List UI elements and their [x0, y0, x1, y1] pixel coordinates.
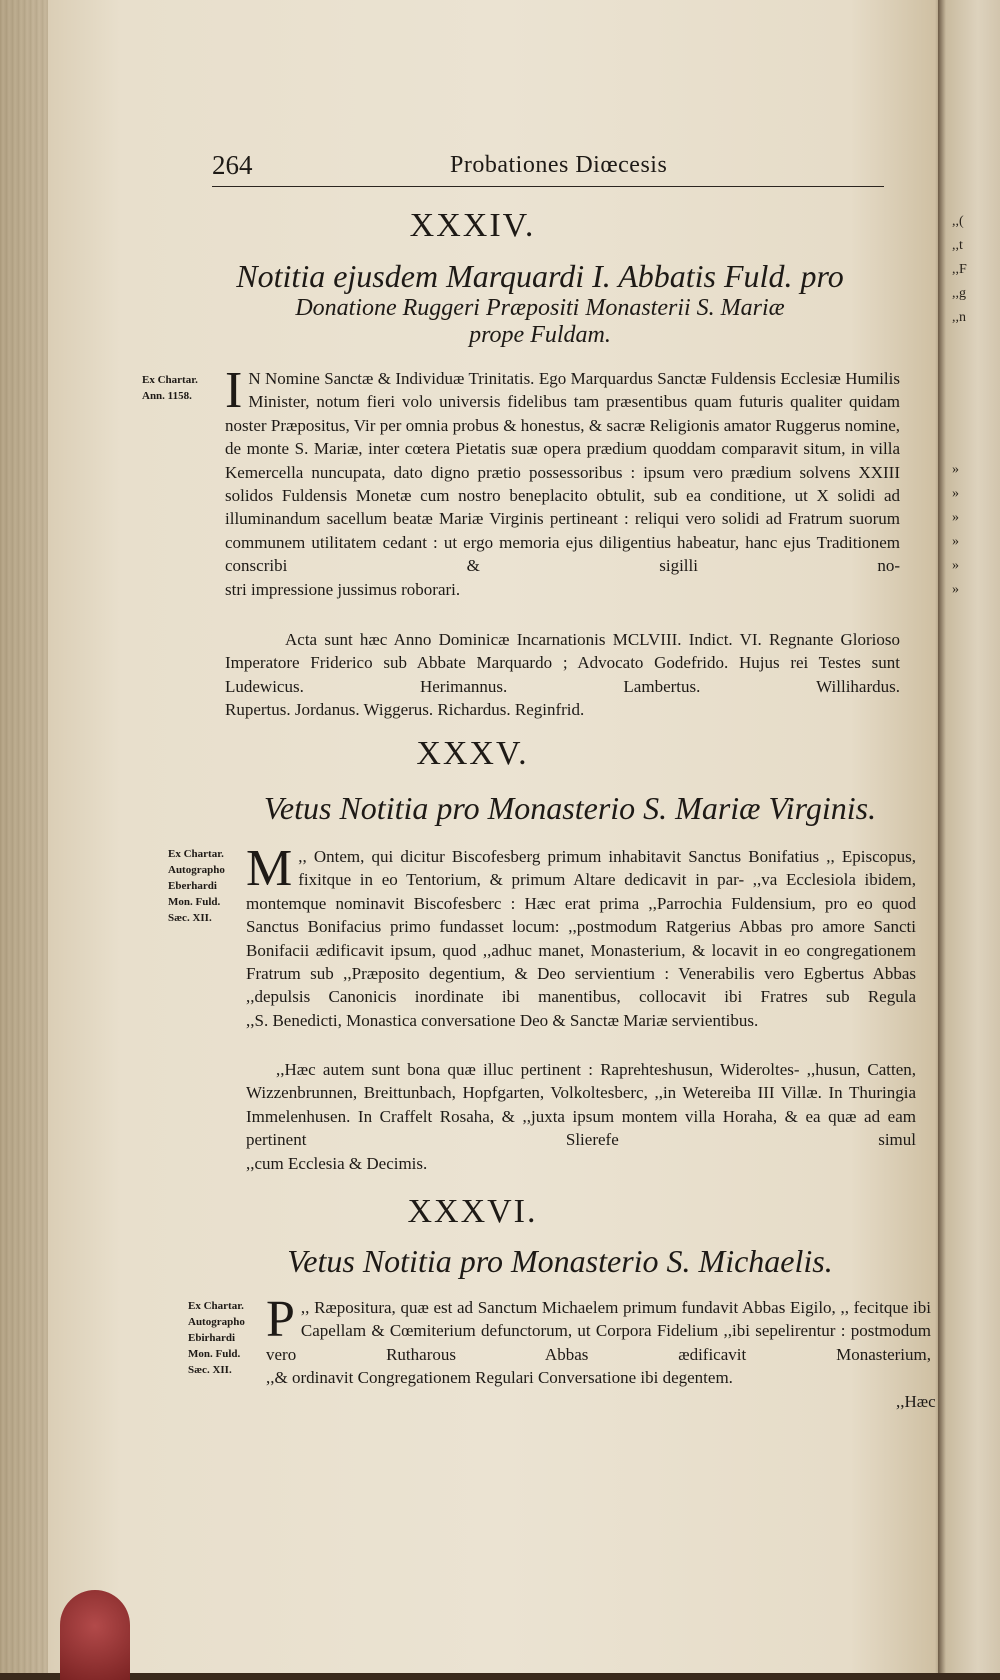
facing-mark: ,,t [952, 238, 963, 253]
paragraph-text: N Nomine Sanctæ & Individuæ Trinitatis. Ego Marquardus Sanctæ Fuldensis Ecclesiæ Humilis Minister, notum fieri volo universis fidelibus tam præsentibus quam futuris qualiter quidam noster Præpositus, Vir per omnia probus & honestus, & sacræ Religionis amator Ruggerus nomine, de monte S. Mariæ, inter cœtera Pietatis suæ opera prædium quoddam comparavit situm, in villa Kemercella nuncupata, dato digno prætio possessoribus : ipsum vero prædium solvens XXIII solidos Fuldensis Monetæ cum nostro beneplacito obtulit, sub ea conditione, ut X solidi ad illuminandum sacellum beatæ Mariæ Virginis pertineant : reliqui vero solidi ad Fratrum suorum communem utilitatem cedant : ut ergo memoria ejus diligentius habeatur, hanc ejus Traditionem conscribi & sigilli no- [225, 369, 900, 576]
drop-cap: M [246, 840, 293, 897]
paragraph-text: Acta sunt hæc Anno Dominicæ Incarnationis MCLVIII. Indict. VI. Regnante Glorioso Imperatore Friderico sub Abbate Marquardo ; Advocato Godefrido. Hujus rei Testes sunt Ludewicus. Herimannus. Lambertus. Willihardus. [225, 630, 900, 696]
paragraph-last-line: stri impressione jussimus roborari. [225, 579, 461, 599]
paragraph-text: ,,Hæc autem sunt bona quæ illuc pertinent : Raprehteshusun, Wideroltes- ,,husun, Catten, Wizzenbrunnen, Breittunbach, Hopfgarten, Volkoltesberc, ,,in Wetereiba III Villæ. In Thuringia Immelenhusen. In Craffelt Rosaha, & ,,juxta ipsum montem villa Horaha, & ea quæ ad eam pertinent Slierefe simul [246, 1060, 916, 1150]
facing-page-edge [938, 0, 1000, 1673]
facing-mark: ,,F [952, 262, 967, 277]
paragraph [225, 628, 900, 722]
section-numeral: XXXV. [416, 735, 529, 772]
running-head [212, 150, 884, 187]
drop-cap: P [266, 1291, 295, 1348]
facing-mark: ,,n [952, 310, 966, 325]
heading-line: Donatione Ruggeri Præpositi Monasterii S. Mariæ [295, 295, 785, 321]
heading-line: Vetus Notitia pro Monasterio S. Mariæ Virginis. [263, 790, 877, 826]
facing-mark: » [952, 582, 959, 597]
heading-line: Vetus Notitia pro Monasterio S. Michaelis. [287, 1243, 833, 1279]
paragraph-text: ,, Ontem, qui dicitur Biscofesberg primum inhabitavit Sanctus Bonifatius ,, Episcopus, fixitque in eo Tentorium, & primum Altare dedicavit in par- ,,va Ecclesiola ibidem, montemque nominavit Biscofesberc : Hæc erat prima ,,Parrochia Fuldensium, pro eo quod Sanctus Bonifacius primo fundasset locum: ,,postmodum Ratgerius Abbas pro amore Sancti Bonifacii ædificavit ipsum, quod ,,adhuc manet, Monasterium, & locavit in eo congregationem Fratrum sub ,,Præposito degentium, & Deo servientium : Venerabilis vero Egbertus Abbas ,,depulsis Canonicis inordinate ibi manentibus, collocavit ibi Fratres sub Regula [246, 847, 916, 1007]
facing-mark: » [952, 486, 959, 501]
thumb-holding-page [60, 1590, 130, 1680]
paragraph-last-line: Rupertus. Jordanus. Wiggerus. Richardus. Reginfrid. [225, 700, 585, 720]
facing-mark: ,,( [952, 214, 964, 229]
section-numeral: XXXVI. [407, 1193, 538, 1230]
facing-mark: » [952, 534, 959, 549]
facing-mark: » [952, 558, 959, 573]
section-heading [200, 258, 880, 349]
margin-note: Ex Chartar. Autographo Ebirhardi Mon. Fuld. Sæc. XII. [188, 1300, 245, 1376]
paragraph-last-line: ,,cum Ecclesia & Decimis. [246, 1153, 428, 1173]
heading-line: Notitia ejusdem Marquardi I. Abbatis Fuld. pro [236, 258, 844, 294]
section-heading [220, 1243, 900, 1280]
facing-mark: ,,g [952, 286, 966, 301]
page-number: 264 [212, 150, 253, 180]
drop-cap: I [225, 362, 243, 419]
running-title: Probationes Diœcesis [450, 152, 668, 178]
paragraph [225, 362, 900, 601]
paragraph [246, 840, 916, 1032]
margin-note: Ex Chartar. Ann. 1158. [142, 374, 198, 402]
catchword: ,,Hæc [896, 1392, 936, 1411]
margin-note: Ex Chartar. Autographo Eberhardi Mon. Fuld. Sæc. XII. [168, 848, 225, 924]
section-numeral: XXXIV. [409, 207, 536, 244]
paragraph [266, 1291, 931, 1390]
paragraph-text: ,, Ræpositura, quæ est ad Sanctum Michaelem primum fundavit Abbas Eigilo, ,, fecitque ibi Capellam & Cœmiterium defunctorum, ut Corpora Fidelium ,,ibi sepelirentur : postmodum vero Rutharous Abbas ædificavit Monasterium, [266, 1298, 931, 1364]
paragraph-last-line: ,,S. Benedicti, Monastica conversatione Deo & Sanctæ Mariæ servientibus. [246, 1010, 759, 1030]
paragraph-last-line: ,,& ordinavit Congregationem Regulari Conversatione ibi degentem. [266, 1368, 733, 1388]
facing-mark: » [952, 510, 959, 525]
heading-line: prope Fuldam. [469, 322, 611, 348]
paragraph [246, 1058, 916, 1175]
facing-mark: » [952, 462, 959, 477]
section-heading [220, 790, 920, 827]
